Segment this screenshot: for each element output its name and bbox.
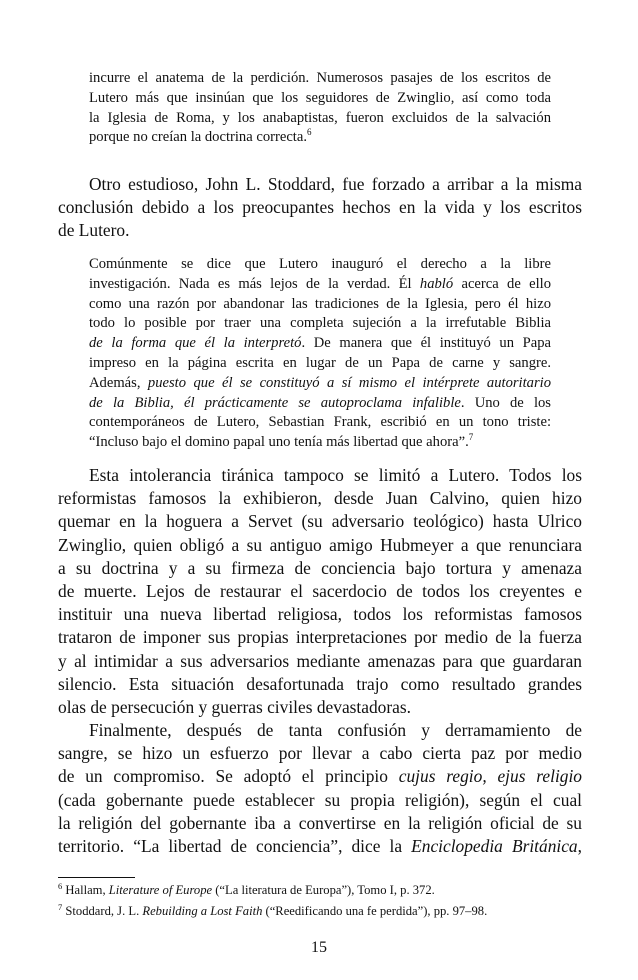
quote2-line: como una razón por abandonar las tradiciones de la Iglesia, pero él hizo [89,295,551,312]
paragraph-line: de un compromiso. Se adoptó el principio cujus regio, ejus religio [58,766,582,787]
footnote-ref-6: 6 [306,128,312,138]
paragraph-2 [58,464,582,719]
paragraph-line: a su doctrina y a su firmeza de conciencia bajo tortura y amenaza [58,557,582,578]
paragraph-line: territorio. “La libertad de conciencia”, dice la Enciclopedia Británica, [58,835,582,856]
quote2-line: todo lo posible por traer una completa sujeción a la irrefutable Biblia [89,315,551,332]
paragraph-line: instituir una nueva libertad religiosa, todos los reformistas famosos [58,604,582,625]
footnote-6: $^6$ Hallam, Literature of Europe (“La literatura de Europa”), Tomo I, p. 372. [58,881,435,897]
quote1-line: Lutero más que insinúan que los seguidores de Zwinglio, así como toda [89,89,551,106]
paragraph-line: (cada gobernante puede establecer su propia religión), según el cual [58,789,582,810]
block-quote-1 [89,69,551,148]
quote1-line: incurre el anatema de la perdición. Numerosos pasajes de los escritos de [89,70,551,86]
quote2-line: Comúnmente se dice que Lutero inauguró el derecho a la libre [89,256,551,272]
paragraph-1 [58,173,582,243]
footnote-number: 6 [58,881,63,891]
paragraph-line: Finalmente, después de tanta confusión y derramamiento de [89,720,582,740]
page-number: 15 [311,939,327,956]
paragraph-line: Otro estudioso, John L. Stoddard, fue forzado a arribar a la misma [89,174,582,194]
quote1-line: porque no creían la doctrina correcta.$^6$ [89,128,312,146]
paragraph-line: sangre, se hizo un esfuerzo por llevar a cabo cierta paz por medio [58,743,582,764]
quote2-line: impreso en la página escrita en lugar de un Papa de carne y sangre. [89,354,551,371]
footnote-number: 7 [58,902,63,912]
quote2-line: de la Biblia, él prácticamente se autoproclama infalible. Uno de los [89,394,551,411]
paragraph-line: la religión del gobernante iba a convertirse en la religión oficial de su [58,812,582,833]
paragraph-line: conclusión debido a los preocupantes hechos en la vida y los escritos [58,197,582,218]
paragraph-line: quemar en la hoguera a Servet (su adversario teológico) hasta Ulrico [58,511,582,532]
footnote-separator [58,877,135,878]
footnote-7: $^7$ Stoddard, J. L. Rebuilding a Lost Faith (“Reedificando una fe perdida”), pp. 97–98. [58,902,488,918]
quote2-line: de la forma que él la interpretó. De manera que él instituyó un Papa [89,335,551,352]
quote2-line: Además, puesto que él se constituyó a sí mismo el intérprete autoritario [89,374,551,391]
paragraph-line: de Lutero. [58,220,130,241]
paragraph-line: de muerte. Lejos de restaurar el sacerdocio de todos los creyentes e [58,580,582,601]
paragraph-line: olas de persecución y guerras civiles devastadoras. [58,696,411,717]
paragraph-line: Esta intolerancia tiránica tampoco se limitó a Lutero. Todos los [89,465,582,485]
quote2-line: “Incluso bajo el domino papal uno tenía más libertad que ahora”.$^7$ [89,433,474,451]
block-quote-2 [89,255,551,453]
paragraph-3 [58,719,582,858]
footnote-ref-7: 7 [468,433,474,443]
paragraph-line: Zwinglio, quien obligó a su antiguo amigo Hubmeyer a que renunciara [58,534,582,555]
paragraph-line: trataron de imponer sus propias interpretaciones por medio de la fuerza [58,627,582,648]
quote1-line: la Iglesia de Roma, y los anabaptistas, fueron excluidos de la salvación [89,109,551,126]
quote2-line: contemporáneos de Lutero, Sebastian Frank, escribió en un tono triste: [89,414,551,431]
quote2-line: investigación. Nada es más lejos de la verdad. Él habló acerca de ello [89,275,551,292]
paragraph-line: reformistas famosos la exhibieron, desde Juan Calvino, quien hizo [58,488,582,509]
paragraph-line: y al intimidar a sus adversarios mediante amenazas para que guardaran [58,650,582,671]
paragraph-line: silencio. Esta situación desafortunada trajo como resultado grandes [58,673,582,694]
